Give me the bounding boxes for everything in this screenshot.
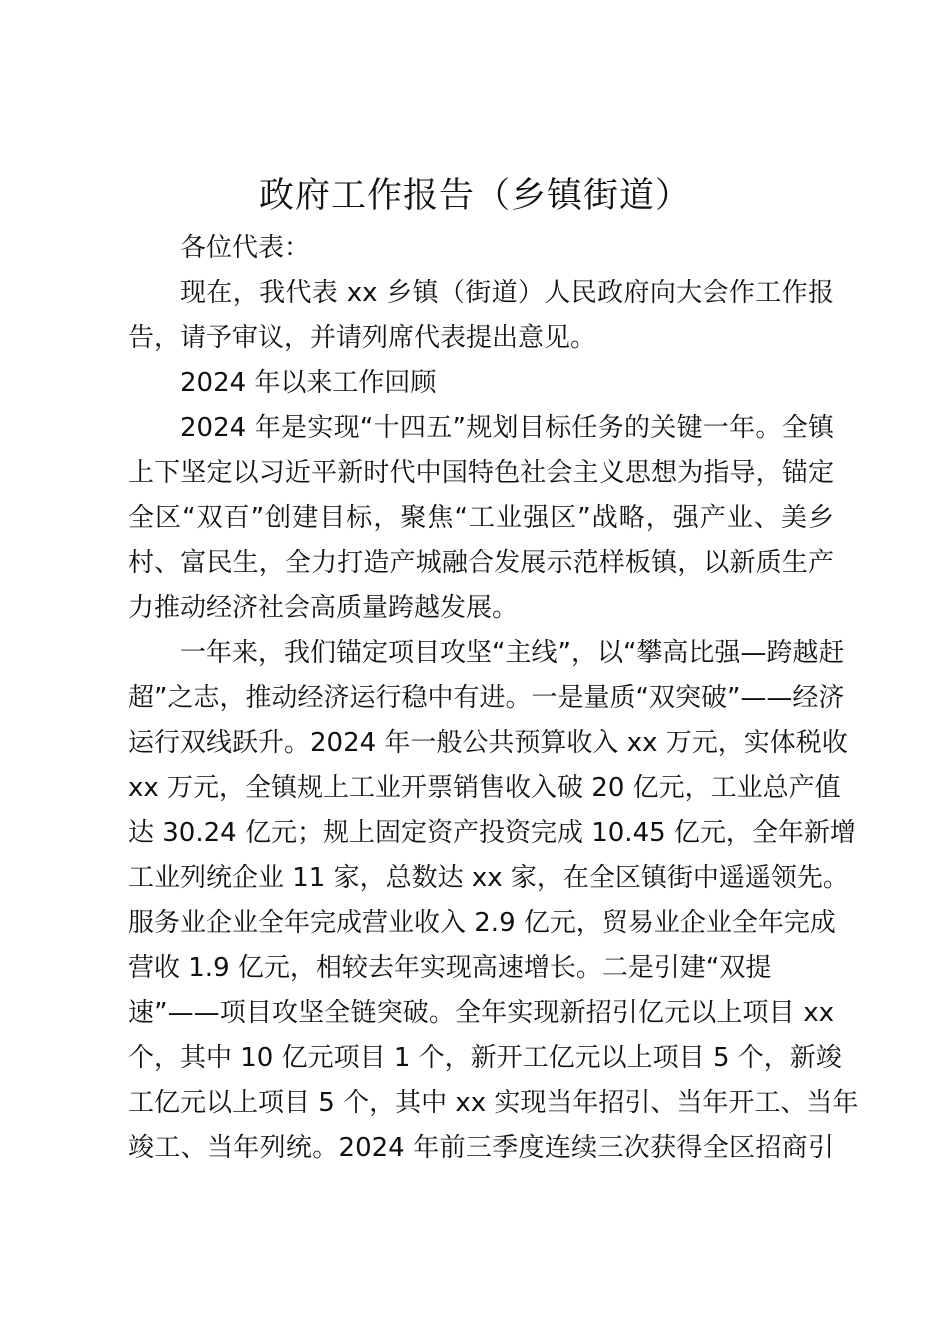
- paragraph-line: 工业列统企业 11 家，总数达 xx 家，在全区镇街中遥遥领先。: [128, 863, 849, 893]
- section-heading: 2024 年以来工作回顾: [180, 368, 437, 398]
- paragraph-line: 竣工、当年列统。2024 年前三季度连续三次获得全区招商引: [128, 1133, 834, 1163]
- paragraph-line: 村、富民生，全力打造产城融合发展示范样板镇，以新质生产: [128, 548, 834, 578]
- paragraph-line: 2024 年是实现“十四五”规划目标任务的关键一年。全镇: [180, 413, 834, 443]
- salutation-line: 各位代表：: [180, 233, 311, 263]
- paragraph-line: 全区“双百”创建目标，聚焦“工业强区”战略，强产业、美乡: [128, 503, 834, 533]
- document-title: 政府工作报告（乡镇街道）: [258, 176, 691, 216]
- paragraph-line: 上下坚定以习近平新时代中国特色社会主义思想为指导，锚定: [128, 458, 834, 488]
- paragraph-line: 营收 1.9 亿元，相较去年实现高速增长。二是引建“双提: [128, 953, 772, 983]
- document-body: [128, 226, 859, 1171]
- paragraph-line: 速”——项目攻坚全链突破。全年实现新招引亿元以上项目 xx: [128, 998, 834, 1028]
- paragraph-line: xx 万元，全镇规上工业开票销售收入破 20 亿元，工业总产值: [128, 773, 841, 803]
- paragraph-line: 运行双线跃升。2024 年一般公共预算收入 xx 万元，实体税收: [128, 728, 848, 758]
- paragraph-line: 超”之志，推动经济运行稳中有进。一是量质“双突破”——经济: [128, 683, 845, 713]
- paragraph-line: 力推动经济社会高质量跨越发展。: [128, 593, 519, 623]
- paragraph-line: 工亿元以上项目 5 个，其中 xx 实现当年招引、当年开工、当年: [128, 1088, 859, 1118]
- paragraph-line: 个，其中 10 亿元项目 1 个，新开工亿元以上项目 5 个，新竣: [128, 1043, 842, 1073]
- paragraph-line: 现在，我代表 xx 乡镇（街道）人民政府向大会作工作报: [180, 278, 834, 308]
- paragraph-line: 达 30.24 亿元；规上固定资产投资完成 10.45 亿元，全年新增: [128, 818, 856, 848]
- paragraph-line: 一年来，我们锚定项目攻坚“主线”，以“攀高比强—跨越赶: [180, 638, 845, 668]
- paragraph-line: 服务业企业全年完成营业收入 2.9 亿元，贸易业企业全年完成: [128, 908, 836, 938]
- paragraph-line: 告，请予审议，并请列席代表提出意见。: [128, 323, 597, 353]
